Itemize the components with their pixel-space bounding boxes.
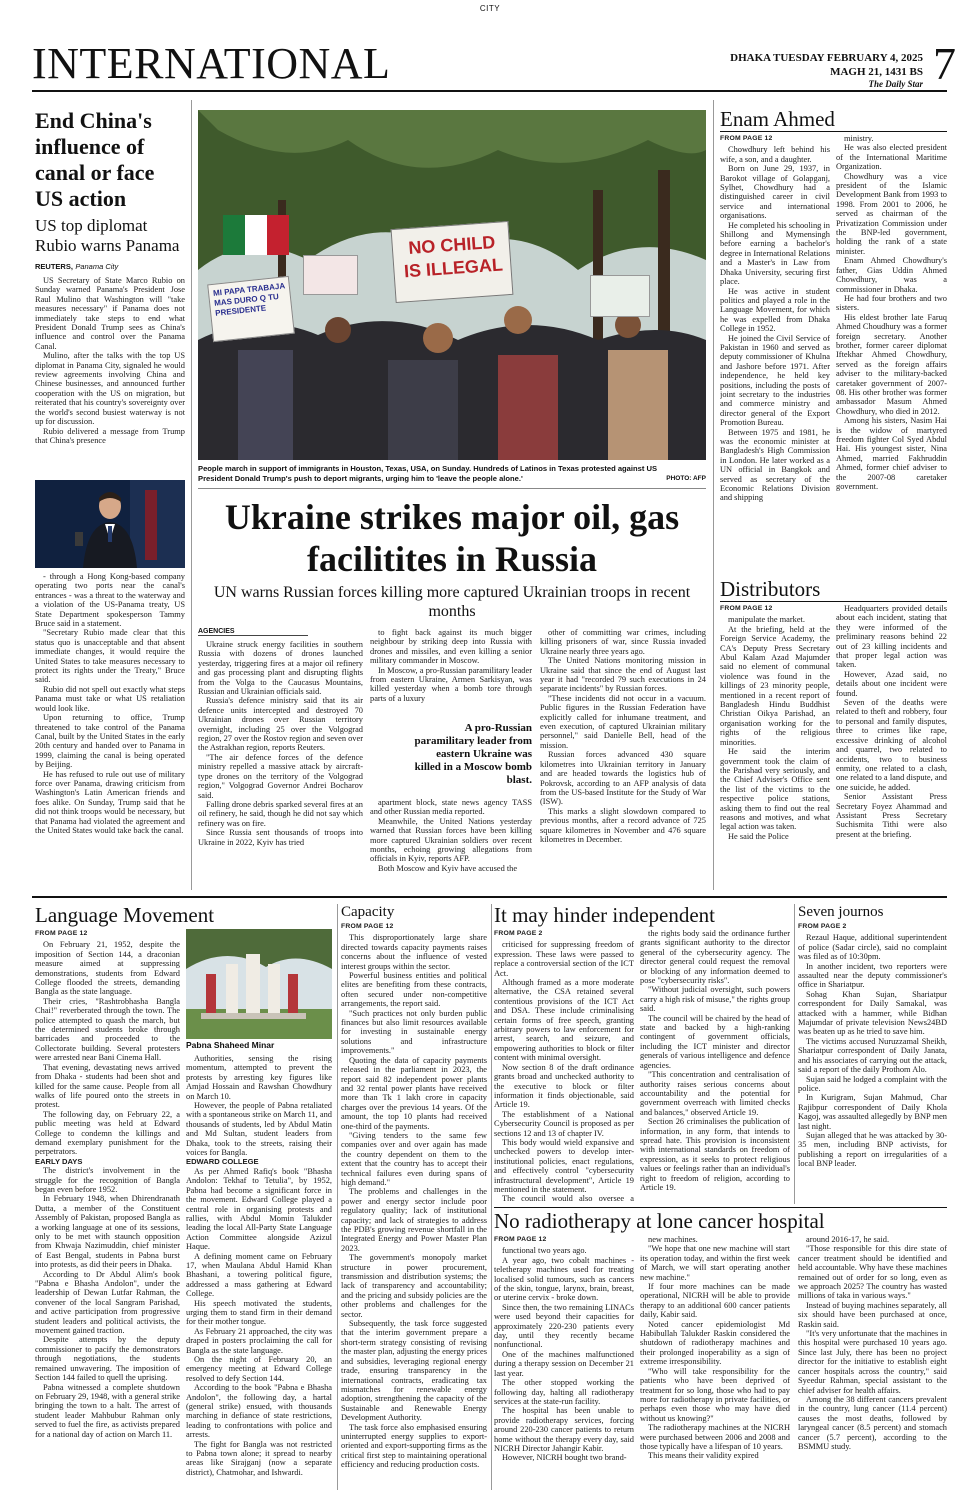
language-col1	[35, 929, 180, 1489]
ukraine-col2-bottom	[370, 798, 532, 890]
section-rule	[494, 1207, 947, 1208]
paragraph: Russia's defence ministry said that its air defence units intercepted and destroyed 70 Ukrainian drones over Russian territory overnight, including 25 over the Volgograd region, 27 over the Rostov region and seven over the Astrakhan region, reports Reuters.	[198, 696, 363, 753]
paragraph: Rezaul Haque, additional superintendent of police (Sadar circle), said no complaint was filed as of 10:30pm.	[798, 933, 947, 962]
ukraine-headline: Ukraine strikes major oil, gas facilitites in Russia	[224, 497, 680, 579]
paragraph: This marks a slight slowdown compared to previous months, after a record advance of 725 square kilometres in November and 476 square kilometres in December.	[540, 806, 706, 844]
paragraph: "Such practices not only burden public finances but also limit resources available for investing in sustainable energy solutions and infrastructure improvements."	[341, 1008, 487, 1056]
china-byline	[35, 262, 185, 271]
paragraph: According to the book "Pabna e Bhasha Andolon", the following day, a hartal (general strike) ensued, with thousands marching in defiance of state restrictions, leading to confrontations with police and arrests.	[186, 1383, 332, 1440]
paragraph: Enam Ahmed Chowdhury's father, Gias Uddin Ahmed Chowdhury, was a commissioner in Dhaka.	[836, 256, 947, 294]
paragraph: Headquarters provided details about each incident, stating that they were informed of the preliminary reasons behind 22 out of 23 killing incidents and that proper legal action was taken.	[836, 604, 947, 670]
china-agency: REUTERS,	[35, 262, 73, 271]
rubio-photo	[35, 480, 185, 568]
paragraph: Chowdhury was a vice president of the Islamic Development Bank from 1993 to 1998. From 2001 to 2006, he served as chairman of the Privatization Commission under the BNP-led government, holding the rank of a state minister.	[836, 171, 947, 256]
paragraph: to fight back against its much bigger neighbour by striking deep into Russia with drones and missiles, and even killing a senior military commander in Moscow.	[370, 628, 532, 666]
paragraph: the rights body said the ordinance further grants significant authority to the director general of the cybersecurity agency. The director general could request the removal or blocking of any information deemed to pose "cybersecurity risks".	[640, 929, 790, 986]
language-col2	[186, 1054, 332, 1490]
paragraph: Powerful business entities and political elites are benefiting from these contracts, often secured under non-competitive arrangements, the report said.	[341, 971, 487, 1009]
enam-col2	[836, 134, 947, 566]
from-page: FROM PAGE 12	[720, 135, 773, 142]
paragraph: However, Azad said, no details about one incident were found.	[836, 669, 947, 698]
paragraph: Ukraine struck energy facilities in southern Russia with dozens of drones launched yesterday, triggering fires at a major oil refinery and gas processing plant and disrupting flights from the Volga to the Caucasus Mountains, Russian and Ukrainian officials said.	[198, 640, 363, 697]
distributors-col2	[836, 604, 947, 890]
paragraph: Authorities, sensing the rising momentum, attempted to prevent the protests by arresting key figures like Amjad Hossain and Rawshan Chowdhury on March 10.	[186, 1054, 332, 1101]
journos-title: Seven journos	[798, 904, 884, 920]
paragraph: This body would wield expansive and unchecked powers to develop inter-institutional policies, enact regulations, and effectively control "cybersecurity infrastructural development", Article 19 mentioned in the statement.	[494, 1137, 634, 1194]
paragraph: The other stopped working the following day, halting all radiotherapy services at the state-run facility.	[494, 1378, 634, 1406]
section-title: INTERNATIONAL	[32, 40, 391, 88]
paragraph: According to Dr Abdul Alim's book "Pabna e Bhasha Andolon", under the leadership of Dewan Lutfar Rahman, the convener of the local Sangram Parishad, and active participation from progressive student leaders and political activists, the movement gained traction.	[35, 1269, 180, 1336]
paragraph: ministry.	[844, 134, 874, 143]
paragraph: In February 1948, when Dhirendranath Dutta, a member of the Constituent Assembly of Pakistan, proposed Bangla as a working language at one of its sessions, only to be met with staunch opposition from Khwaja Nazimuddin, chief minister of East Bengal, students in Pabna burst into protests, as did their peers in Dhaka.	[35, 1194, 180, 1270]
paragraph: Their cries, "Rashtrobhasha Bangla Chai!" reverberated through the town. The police attempted to quash the march, but the determined students broke through barricades and proceeded to the Collectorate building. Several protesters were arrested near Bani Cinema Hall.	[35, 996, 180, 1063]
shaheed-minar-photo	[186, 929, 332, 1039]
side-sign-text: MI PAPA TRABAJA MAS DURO Q TU PRESIDENTE	[212, 281, 286, 318]
from-page: FROM PAGE 2	[494, 930, 543, 937]
paragraph: If four more machines can be made operational, NICRH will be able to provide therapy to an additional 600 cancer patients daily, Kabir said.	[640, 1282, 790, 1320]
paragraph: However, the people of Pabna retaliated with a spontaneous strike on March 11, and thousands of students, led by Abdul Matin and Md Sultan, student leaders from Dhaka, took to the streets, raising their voices for Bangla.	[186, 1101, 332, 1158]
paragraph: Now section 8 of the draft ordinance grants broad and unchecked authority to the executive to block or filter information it finds objectionable, said Article 19.	[494, 1062, 634, 1110]
paragraph: A year ago, two cobalt machines - teletherapy machines used for treating localised solid tumours, such as cancers of the skin, tongue, larynx, brain, breast, or uterine cervix - broke down.	[494, 1255, 634, 1303]
paragraph: new machines.	[648, 1235, 698, 1244]
capacity-body	[341, 922, 487, 1490]
fold-rule	[32, 896, 947, 898]
paragraph: The radiotherapy machines at the NICRH were purchased between 2006 and 2008 and those typically have a lifespan of 10 years.	[640, 1423, 790, 1451]
from-page: FROM PAGE 12	[35, 930, 88, 937]
china-body-top	[35, 276, 185, 476]
subheading: EDWARD COLLEGE	[186, 1157, 259, 1167]
paragraph: Sohag Khan Sujan, Shariatpur correspondent for Daily Samakal, was attacked with a hammer, while Bidhan Majumdar of private television News24BD was beaten up as he tried to save him.	[798, 989, 947, 1037]
from-page: FROM PAGE 2	[798, 923, 847, 930]
paragraph: Sujan said he lodged a complaint with the police.	[798, 1074, 947, 1093]
hinder-col2	[640, 929, 790, 1204]
paragraph: Rubio did not spell out exactly what steps Panama must take or what US retaliation would look like.	[35, 684, 185, 713]
paragraph: Falling drone debris sparked several fires at an oil refinery, he said, though he did not say which refinery was on fire.	[198, 799, 363, 828]
paragraph: Senior Assistant Press Secretary Foyez Ahammad and Assistant Press Secretary Suchismita Tithi were also present at the briefing.	[836, 792, 947, 839]
rubio-figure-icon	[35, 480, 185, 568]
small-sign	[303, 255, 358, 295]
ukraine-col2-top	[370, 628, 532, 710]
hinder-title: It may hinder independent	[494, 904, 716, 927]
paragraph: However, NICRH bought two brand-	[502, 1453, 627, 1463]
paragraph: The following day, on February 22, a public meeting was held at Edward College to condemn the killings and demand exemplary punishment for the perpetrators.	[35, 1109, 180, 1157]
paragraph: He was active in student politics and played a role in the Language Movement, for which he was expelled from Dhaka College in 1952.	[720, 286, 830, 334]
paragraph: criticised for suppressing freedom of expression. These laws were passed to replace a controversial section of the ICT Act.	[494, 940, 634, 978]
paragraph: He said the interim government took the claim of the Parishad very seriously, and the Chief Adviser's Office sent the list of the victims to the respective police stations, asking them to find out the real reasons and motives, and what legal action was taken.	[720, 747, 830, 832]
paragraph: Although framed as a more moderate alternative, the CSA retained several contentious provisions of the ICT Act and DSA. These include criminalising certain forms of free speech, granting arbitrary powers to law enforcement for arrest, search, and seizure, and empowering authorities to block or filter content with minimal oversight.	[494, 978, 634, 1063]
ukraine-col1	[198, 640, 363, 890]
paragraph: As February 21 approached, the city was draped in posters proclaiming the call for Bangla as the state language.	[186, 1326, 332, 1355]
china-body-bottom	[35, 572, 185, 890]
paragraph: His speech motivated the students, urging them to stand firm in their demand for their mother tongue.	[186, 1298, 332, 1327]
paragraph: "Without judicial oversight, such powers carry a high risk of misuse," the rights group said.	[640, 985, 790, 1014]
paragraph: Since then, the two remaining LINACs were used beyond their capacities for approximately 220-230 patients every day, until they recently became nonfunctional.	[494, 1302, 634, 1350]
paragraph: He was also elected president of the International Maritime Organization.	[836, 143, 947, 172]
paragraph: As per Ahmed Rafiq's book "Bhasha Andolon: Tekhaf to Tetulia", by 1952, Pabna had become a significant force in the movement. Edward College played a central role in organising protests and rallies, with Abdul Momin Talukder leading the local All-Party State Language Action Committee alongside Azizul Haque.	[186, 1166, 332, 1252]
paragraph: The council will be chaired by the head of state and backed by a high-ranking contingent of government officials, including the ICT minister and director generals of various intelligence and defence agencies.	[640, 1013, 790, 1070]
paragraph: He has refused to rule out use of military force over Panama, drawing criticism from Washington's Latin American friends and foes alike. On Sunday, Trump said that he did not think troops would be necessary, but that Panama had violated the agreement and the United States would take back the canal.	[35, 769, 185, 835]
paragraph: "Secretary Rubio made clear that this status quo is unacceptable and that absent immediate changes, it would require the United States to take measures necessary to protect its rights under the Treaty," Bruce said.	[35, 628, 185, 685]
paragraph: The establishment of a National Cybersecurity Council is proposed as per sections 12 and 13 of chapter IV.	[494, 1109, 634, 1138]
city-label: CITY	[479, 4, 501, 13]
column-rule	[191, 100, 192, 890]
paragraph: Both Moscow and Kyiv have accused the	[378, 863, 518, 873]
bengali-date: MAGH 21, 1431 BS	[830, 66, 923, 78]
paragraph: The fight for Bangla was not restricted to Pabna town alone; it spread to nearby areas like Sirajganj (now a separate district), Chatmohar, and Ishwardi.	[186, 1439, 332, 1477]
paragraph: manipulate the market.	[728, 615, 805, 625]
paragraph: This means their validity expired	[648, 1451, 759, 1461]
paragraph: - through a Hong Kong-based company operating two ports near the canal's entrances - was a threat to the waterway and a violation of the US-Panama treaty, US State Department spokesperson Tammy Bruce said in a statement.	[35, 572, 185, 629]
enam-title: Enam Ahmed	[720, 108, 835, 131]
paragraph: Rubio delivered a message from Trump that China's presence	[35, 426, 185, 445]
paragraph: On February 21, 1952, despite the imposition of Section 144, a draconian measure aimed at suppressing demonstrations, students from Edward College flooded the streets, demanding Bangla as the state language.	[35, 940, 180, 997]
paragraph: Quoting the data of capacity payments released in the parliament in 2023, the report said 82 independent power plants and 32 rental power plants have received more than Tk 1 lakh crore in capacity charges over the previous 14 years. Of the amount, the top 10 plants had received one-third of the payments.	[341, 1055, 487, 1131]
paragraph: "Those responsible for this dire state of cancer treatment should be identified and held accountable. Why have these machines remained out of order for so long, even as we approach 2025? The country has wasted millions of taka in various ways."	[798, 1244, 947, 1301]
photo-caption: People march in support of immigrants in Houston, Texas, USA, on Sunday. Hundreds of Latinos in Texas protested against US President Donald Trump's push to deport migrants, urging him to 'leave the people alone.'	[198, 464, 658, 483]
paragraph: He joined the Civil Service of Pakistan in 1960 and served as deputy commissioner of Khulna and Jashore before 1971. After independence, he held key positions, including the posts of joint secretary to the industries and commerce ministry and director general of the Export Promotion Bureau.	[720, 333, 830, 428]
distributors-col1	[720, 604, 830, 890]
paragraph: In Moscow, a pro-Russian paramilitary leader from eastern Ukraine, Armen Sarkisyan, was killed yesterday when a bomb tore through parts of a luxury	[370, 665, 532, 703]
paragraph: "Giving tenders to the same few companies over and over again has made the country dependent on them to the extent that the country has to accept their technical failures even during spans of high demand."	[341, 1130, 487, 1187]
paragraph: The hospital has been unable to provide radiotherapy services, forcing around 220-230 cancer patients to return home without the therapy every day, said NICRH Director Jahangir Kabir.	[494, 1406, 634, 1453]
caption-rule	[198, 488, 706, 489]
from-page: FROM PAGE 12	[494, 1236, 547, 1243]
paragraph: The victims accused Nuruzzamal Sheikh, Shariatpur correspondent of Daily Janata, and his associates of carrying out the attack, said a report of the daily Prothom Alo.	[798, 1036, 947, 1075]
column-rule	[794, 904, 795, 1204]
paragraph: The problems and challenges in the power and energy sector include poor regulatory quality; lack of institutional capacity; and lack of strategies to address the PDB's growing revenue shortfall in the Integrated Energy and Power Master Plan 2023.	[341, 1187, 487, 1253]
paragraph: On the night of February 20, an emergency meeting at Edward College resolved to defy Section 144.	[186, 1355, 332, 1383]
protest-photo	[198, 110, 706, 460]
paragraph: In Kurigram, Sujan Mahmud, Char Rajibpur correspondent of Daily Khola Kagoj, was assaulted allegedly by BNP men last night.	[798, 1093, 947, 1131]
ukraine-subhead: UN warns Russian forces killing more captured Ukrainian troops in recent months	[213, 584, 691, 620]
cancer-col3	[798, 1235, 947, 1490]
paragraph: In another incident, two reporters were assaulted near the deputy commissioner's office in Shariatpur.	[798, 961, 947, 990]
cancer-col1	[494, 1235, 634, 1490]
paragraph: "The air defence forces of the defence ministry repelled a massive attack by aircraft-type drones on the territory of the Volgograd region," Volgograd Governor Andrei Bocharov said.	[198, 752, 363, 800]
ukraine-agency: AGENCIES	[198, 628, 308, 636]
paragraph: Section 26 criminalises the publication of information, in any form, that intends to spread hate. This provision is inconsistent with international standards on freedom of expression, as it seeks to protect religious values or feelings rather than an individual's right to freedom of religion, according to Article 19.	[640, 1117, 790, 1192]
paragraph: The district's involvement in the struggle for the recognition of Bangla began even before 1952.	[35, 1166, 180, 1194]
china-subhead: US top diplomat Rubio warns Panama	[35, 216, 180, 255]
paragraph: Meanwhile, the United Nations yesterday warned that Russian forces have been killing more captured Ukrainian soldiers over recent months, echoing growing allegations from officials in Kyiv, reports AFP.	[370, 816, 532, 864]
main-protest-sign	[391, 221, 514, 303]
journos-body	[798, 922, 947, 1204]
monument-icon	[186, 929, 332, 1039]
paragraph: Among his sisters, Nasim Hai is the widow of martyred freedom fighter Col Syed Abdul Hai. His youngest sister, Nina Ahmed, married Fakhruddin Ahmed, former chief adviser to the 2007-08 caretaker government.	[836, 416, 947, 492]
paragraph: A defining moment came on February 17, when Maulana Abdul Hamid Khan Bhashani, a towering political figure, addressed a mass gathering at Edward College.	[186, 1251, 332, 1299]
shaheed-minar-caption: Pabna Shaheed Minar	[186, 1041, 275, 1050]
paragraph: Between 1975 and 1981, he was the economic minister at Bangladesh's High Commission in London. He later worked as a UN official in Bangkok and served as secretary of the Economic Relations Division and shipping	[720, 427, 830, 503]
hinder-col1	[494, 929, 634, 1204]
paragraph: Pabna witnessed a complete shutdown on February 29, 1948, with a general strike bringing the town to a halt. The arrest of student leader Mahbubur Rahman only served to fuel the fire, as activists prepared for a national day of action on March 11.	[35, 1382, 180, 1439]
paragraph: Upon returning to office, Trump threatened to take control of the Panama Canal, built by the United States in the early 20th century and handed over to Panama in 1999, claiming the canal is being operated by Beijing.	[35, 713, 185, 770]
cancer-col2	[640, 1235, 790, 1490]
ukraine-pullquote: A pro-Russian paramilitary leader from eastern Ukraine was killed in a Moscow bomb blast.	[414, 722, 532, 786]
paragraph: This disproportionately large share directed towards capacity payments raises concerns about the influence of vested interest groups within the sector.	[341, 933, 487, 971]
paragraph: He said the Police	[728, 831, 789, 841]
paragraph: Chowdhury left behind his wife, a son, and a daughter.	[720, 145, 830, 164]
small-sign	[590, 275, 650, 317]
paragraph: The United Nations monitoring mission in Ukraine said that since the end of August last year it had "recorded 79 such executions in 24 separate incidents" by Russian forces.	[540, 656, 706, 694]
paragraph: "These incidents did not occur in a vacuum. Public figures in the Russian Federation have explicitly called for inhumane treatment, and even execution, of captured Ukrainian military personnel," said Danielle Bell, head of the mission.	[540, 693, 706, 750]
paragraph: other of committing war crimes, including killing prisoners of war, since Russia invaded Ukraine nearly three years ago.	[540, 628, 706, 656]
paragraph: One of the machines malfunctioned during a therapy session on December 21 last year.	[494, 1349, 634, 1378]
paragraph: The task force also emphasised ensuring uninterrupted energy supplies to export-oriented and export-supporting firms as the critical first step to maintaining operational efficiency and reducing production costs.	[341, 1422, 487, 1470]
subheading: EARLY DAYS	[35, 1156, 83, 1166]
paragraph: apartment block, state news agency TASS and other Russian media reported.	[370, 798, 532, 817]
distributors-title: Distributors	[720, 578, 821, 601]
masthead-rule	[32, 90, 947, 92]
paragraph: US Secretary of State Marco Rubio on Sunday warned Panama's President Jose Raul Mulino that Washington will "take measures necessary" if Panama does not immediately take steps to end what President Donald Trump sees as China's influence and control over the Panama Canal.	[35, 276, 185, 351]
paragraph: Instead of buying machines separately, all six should have been purchased at once, Raskin said.	[798, 1300, 947, 1329]
column-rule	[713, 100, 714, 890]
paragraph: Born on June 29, 1937, in Barokot village of Golapganj, Sylhet, Chowdhury had a distinguished career in civil service and international organisations.	[720, 164, 830, 221]
paragraph: At the briefing, held at the Foreign Service Academy, the CA's Deputy Press Secretary Abul Kalam Azad Majumder said no element of communal violence was found in the killings of 23 minority people, mentioned in a recent report of Bangladesh Hindu Buddhist Christian Oikya Parishad, an organisation working for the rights of the religious minorities.	[720, 624, 830, 747]
language-title: Language Movement	[35, 904, 215, 927]
ukraine-col3	[540, 628, 706, 890]
paragraph: "We hope that one new machine will start its operation today, and within the first week of March, we will start operating another new machine."	[640, 1244, 790, 1282]
paragraph: The government's monopoly market structure in power procurement, transmission and distribution systems; the lack of transparency and accountability; and the pricing and subsidy policies are the other problems and challenges for the sector.	[341, 1253, 487, 1319]
paper-name: The Daily Star	[868, 79, 923, 89]
side-protest-sign	[207, 276, 295, 342]
paragraph: functional two years ago.	[502, 1246, 587, 1256]
section-rule	[720, 131, 947, 132]
from-page: FROM PAGE 12	[341, 923, 394, 930]
paragraph: Mulino, after the talks with the top US diplomat in Panama City, signaled he would review agreements involving China and Chinese businesses, and announced further cooperation with the US on migration, but reiterated that his country's sovereignty over the world's second busiest waterway is not up for discussion.	[35, 351, 185, 427]
paragraph: around 2016-17, he said.	[806, 1235, 890, 1244]
enam-col1	[720, 134, 830, 566]
paragraph: "This concentration and centralisation of authority raises serious concerns about accountability and the potential for government overreach with limited checks and balances," observed Article 19.	[640, 1070, 790, 1117]
china-headline: End China's influence of canal or face US action	[35, 108, 155, 211]
photo-credit: PHOTO: AFP	[666, 475, 706, 482]
paragraph: That evening, devastating news arrived from Dhaka - students had been shot and killed for the same cause. People from all walks of life poured onto the streets in protest.	[35, 1062, 180, 1110]
cancer-title: No radiotherapy at lone cancer hospital	[494, 1210, 825, 1233]
paragraph: "Who will take responsibility for the patients who have been deprived of treatment for so long, those who had to pay more for radiotherapy in private facilities, or perhaps even those who may have died without us knowing?"	[640, 1366, 790, 1423]
column-rule	[337, 904, 338, 1490]
paragraph: Noted cancer epidemiologist Md Habibullah Talukder Raskin considered the shutdown of radiotherapy machines and their prolonged inoperability as a sign of extreme irresponsibility.	[640, 1319, 790, 1367]
from-page: FROM PAGE 12	[720, 605, 773, 612]
paragraph: Subsequently, the task force suggested that the interim government prepare a short-term strategy consisting of revising the master plan, adjusting the energy prices and subsidies, leveraging regional energy trade, ensuring transparency in the international contracts, eradicating tax mismatches for renewable energy adoption, strengthening the capacity of the Sustainable and Renewable Energy Development Authority.	[341, 1319, 487, 1423]
paragraph: His eldest brother late Faruq Ahmed Choudhury was a former foreign secretary. Another brother, former career diplomat Iftekhar Ahmed Chowdhury, served as the foreign affairs adviser to the military-backed caretaker government of 2007-08. His other brother was former ambassador Masum Ahmed Chowdhury, who died in 2012.	[836, 312, 947, 416]
china-place: Panama City	[75, 262, 119, 271]
paragraph: Seven of the deaths were related to theft and robbery, four to personal and family disputes, three to crimes like rape, excessive drinking of alcohol and quarrel, two related to accidents, two to business enmity, one related to a clash, one related to a land dispute, and one suicide, he added.	[836, 698, 947, 792]
paragraph: He completed his schooling in Shillong and Mymensingh before earning a bachelor's degree in International Relations and a Master's in Law from Dhaka University, securing first place.	[720, 220, 830, 287]
column-rule	[491, 904, 492, 1490]
paragraph: The council would also oversee a	[502, 1194, 634, 1204]
section-rule	[720, 601, 947, 602]
paragraph: "It's very unfortunate that the machines in this hospital were purchased 10 years ago. Since last July, there has been no project director for the initiative to establish eight cancer hospitals across the country," said Syeedur Rahman, special assistant to the chief adviser for health affairs.	[798, 1329, 947, 1395]
paragraph: Sujan alleged that he was attacked by 30-35 men, including BNP activists, for publishing a report on irregularities of a local BNP leader.	[798, 1130, 947, 1169]
paragraph: He had four brothers and two sisters.	[836, 293, 947, 313]
paragraph: Since Russia sent thousands of troops into Ukraine in 2022, Kyiv has tried	[198, 828, 363, 847]
paragraph: Among the 38 different cancers prevalent in the country, lung cancer (11.4 percent) causes the most deaths, followed by laryngeal cancer (8.5 percent) and stomach cancer (5.7 percent), according to the BSMMU study.	[798, 1394, 947, 1451]
paragraph: Russian forces advanced 430 square kilometres into Ukrainian territory in January and are headed towards the logistics hub of Pokrovsk, according to an AFP analysis of data from the US-based Institute for the Study of War (ISW).	[540, 750, 706, 807]
main-sign-text: NO CHILD IS ILLEGAL	[403, 231, 504, 282]
page-number: 7	[933, 38, 956, 89]
capacity-title: Capacity	[341, 904, 395, 920]
paragraph: Despite attempts by the deputy commissioner to pacify the demonstrators through negotiations, the students remained unwavering. The imposition of Section 144 failed to quell the uprising.	[35, 1335, 180, 1383]
dateline: DHAKA TUESDAY FEBRUARY 4, 2025	[730, 52, 923, 64]
